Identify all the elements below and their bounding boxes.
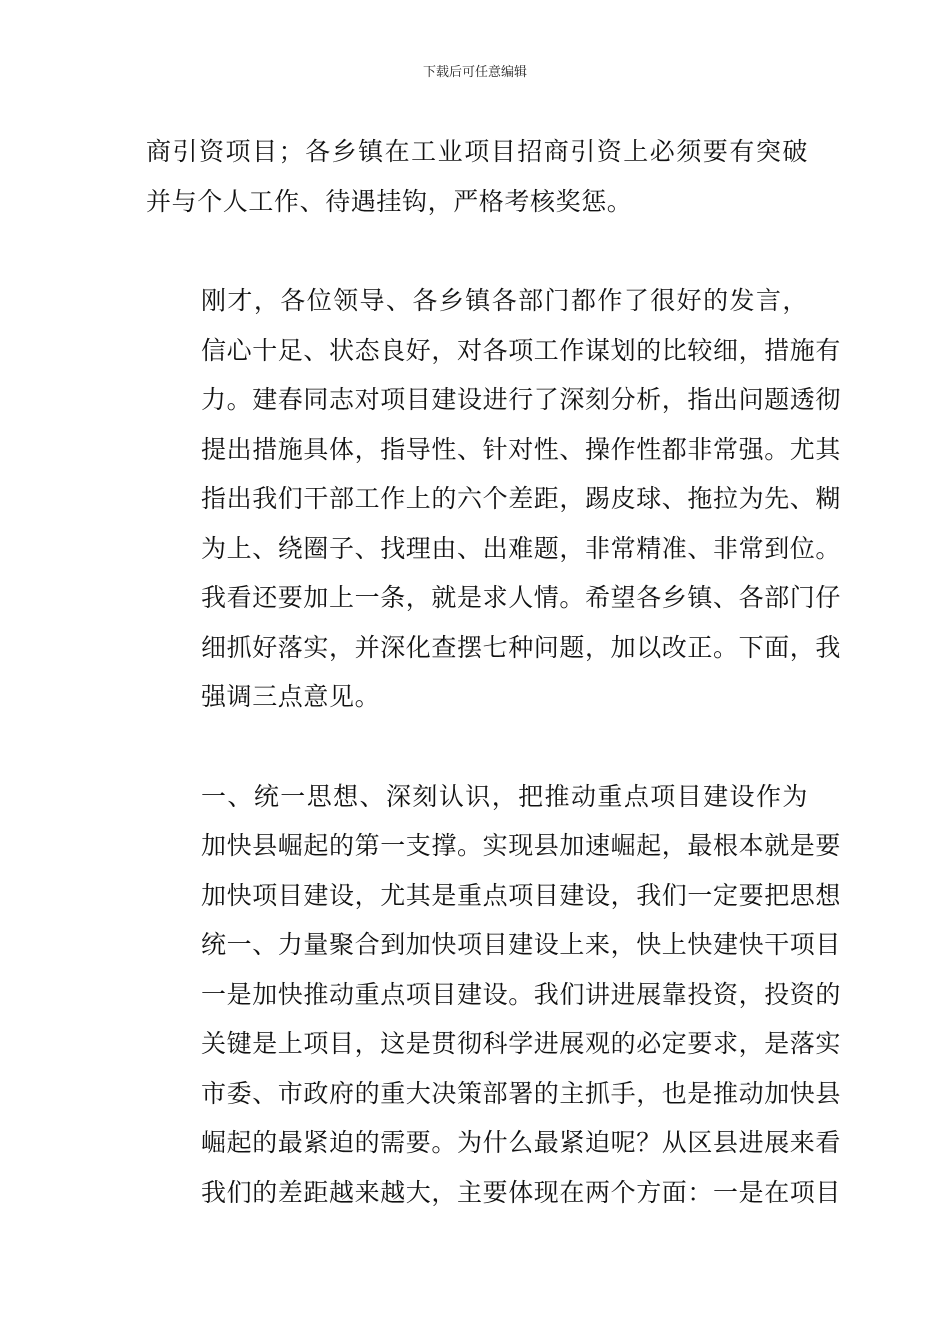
- text-line: 提出措施具体，指导性、针对性、操作性都非常强。尤其: [201, 434, 842, 464]
- text-line: 信心十足、状态良好，对各项工作谋划的比较细，措施有: [201, 335, 842, 365]
- text-line: 细抓好落实，并深化查摆七种问题，加以改正。下面，我: [201, 632, 842, 662]
- text-line: 并与个人工作、待遇挂钩，严格考核奖惩。: [146, 186, 633, 216]
- text-line: 为上、绕圈子、找理由、出难题，非常精准、非常到位。: [201, 533, 842, 563]
- paragraph-3: [146, 772, 842, 1218]
- text-line: 力。建春同志对项目建设进行了深刻分析，指出问题透彻: [201, 385, 842, 414]
- paragraph-2: [146, 276, 842, 722]
- paragraph-1: [146, 127, 808, 226]
- text-line: 我们的差距越来越大，主要体现在两个方面：一是在项目: [201, 1177, 842, 1207]
- text-line: 崛起的最紧迫的需要。为什么最紧迫呢？从区县进展来看: [201, 1128, 842, 1157]
- text-line: 指出我们干部工作上的六个差距，踢皮球、拖拉为先、糊: [201, 484, 842, 513]
- text-line: 市委、市政府的重大决策部署的主抓手，也是推动加快县: [201, 1078, 842, 1108]
- text-line: 统一、力量聚合到加快项目建设上来，快上快建快干项目: [201, 930, 842, 959]
- document-body: [146, 127, 842, 1217]
- text-line: 强调三点意见。: [201, 682, 381, 711]
- text-line: 加快项目建设，尤其是重点项目建设，我们一定要把思想: [201, 880, 842, 910]
- text-line: 刚才，各位领导、各乡镇各部门都作了很好的发言，: [201, 286, 808, 315]
- text-line: 我看还要加上一条，就是求人情。希望各乡镇、各部门仔: [201, 583, 842, 612]
- text-line: 关键是上项目，这是贯彻科学进展观的必定要求，是落实: [201, 1029, 842, 1058]
- page-header: 下载后可任意编辑: [422, 65, 527, 80]
- text-line: 商引资项目；各乡镇在工业项目招商引资上必须要有突破: [146, 137, 808, 166]
- text-line: 一是加快推动重点项目建设。我们讲进展靠投资，投资的: [201, 979, 842, 1009]
- text-line: 加快县崛起的第一支撑。实现县加速崛起，最根本就是要: [201, 831, 842, 860]
- text-line: 一、统一思想、深刻认识，把推动重点项目建设作为: [201, 781, 808, 811]
